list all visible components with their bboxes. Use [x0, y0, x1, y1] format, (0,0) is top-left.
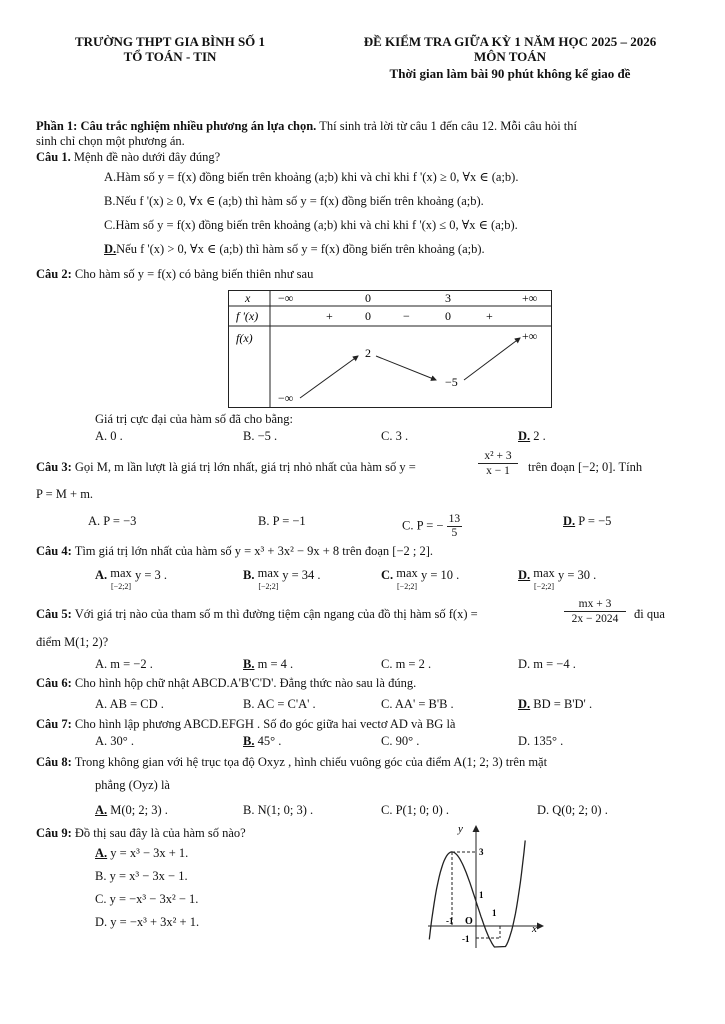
q7-option-c[interactable]: C. 90° . — [381, 734, 420, 748]
origin-label: O — [465, 916, 473, 927]
q8-option-a[interactable] — [95, 802, 168, 818]
f-neg-inf: −∞ — [278, 391, 294, 405]
q4-label: Câu 4: — [36, 544, 72, 558]
q3-option-d[interactable] — [563, 513, 611, 529]
row-f-label: f(x) — [236, 331, 253, 345]
q7-option-b[interactable] — [243, 733, 281, 749]
fp-sign-2: − — [403, 309, 410, 323]
exam-time: Thời gian làm bài 90 phút không kể giao đề — [389, 66, 631, 81]
q9-option-c[interactable]: C. y = −x³ − 3x² − 1. — [95, 892, 199, 906]
q4-option-b[interactable] — [243, 567, 321, 593]
row-fp-label: f '(x) — [236, 309, 259, 323]
q1-option-c[interactable]: C.Hàm số y = f(x) đồng biến trên khoảng (a;b) khi và chỉ khi f '(x) ≤ 0, ∀x ∈ (a;b). — [104, 218, 518, 232]
q3-c-text: C. P = − — [402, 518, 444, 533]
q3-frac-den: x − 1 — [486, 465, 510, 477]
q9-label: Câu 9: — [36, 826, 72, 840]
q3-d-key: D. — [563, 514, 576, 528]
q2-d-text: 2 . — [530, 429, 546, 443]
tick-neg1-label: -1 — [462, 934, 470, 944]
q5-text1: Với giá trị nào của tham số m thì đường tiệm cận ngang của đồ thị hàm số f(x) = — [74, 607, 478, 621]
q4-option-d[interactable] — [518, 567, 596, 593]
q5-label: Câu 5: — [36, 607, 72, 621]
row-x-label: x — [245, 291, 251, 305]
q9-stem — [36, 825, 246, 841]
q4-c-sub: [−2;2] — [397, 582, 418, 591]
q5-text3: điểm M(1; 2)? — [36, 635, 109, 649]
q1-d-key: D. — [104, 242, 117, 256]
q2-option-c[interactable]: C. 3 . — [381, 429, 409, 443]
q8-text2: phẳng (Oyz) là — [95, 778, 170, 792]
q4-c-max-word: max — [396, 566, 418, 580]
q5-frac-num: mx + 3 — [564, 597, 626, 612]
q4-option-a[interactable] — [95, 567, 167, 593]
tick-neg1x-label: -1 — [446, 916, 454, 926]
q1-text: Mệnh đề nào dưới đây đúng? — [73, 150, 221, 164]
part1-desc-cont: sinh chỉ chọn một phương án. — [36, 134, 185, 148]
q6-label: Câu 6: — [36, 676, 72, 690]
q2-text: Cho hàm số y = f(x) có bảng biến thiên như sau — [74, 267, 314, 281]
q5-frac-den: 2x − 2024 — [571, 613, 619, 625]
q6-d-key: D. — [518, 697, 531, 711]
q5-option-c[interactable]: C. m = 2 . — [381, 657, 432, 671]
q4-a-text: y = 3 . — [134, 568, 167, 582]
q6-d-text: BD = B'D' . — [530, 697, 593, 711]
fp-zero-1: 0 — [365, 309, 371, 323]
q3-label: Câu 3: — [36, 460, 72, 474]
fp-sign-1: + — [326, 309, 333, 323]
part1-desc: Thí sinh trả lời từ câu 1 đến câu 12. Mỗi câu hỏi thí — [319, 119, 577, 133]
q5-option-b[interactable] — [243, 656, 293, 672]
q9-text: Đồ thị sau đây là của hàm số nào? — [74, 826, 246, 840]
q7-text: Cho hình lập phương ABCD.EFGH . Số đo góc giữa hai vectơ AD và BG là — [74, 717, 456, 731]
q4-option-c[interactable] — [381, 567, 459, 593]
q9-option-d[interactable]: D. y = −x³ + 3x² + 1. — [95, 915, 200, 929]
q5-option-d[interactable]: D. m = −4 . — [518, 657, 576, 671]
school-name: TRƯỜNG THPT GIA BÌNH SỐ 1 — [74, 34, 266, 49]
q6-text: Cho hình hộp chữ nhật ABCD.A'B'C'D'. Đẳng thức nào sau là đúng. — [74, 676, 417, 690]
q1-option-d[interactable] — [104, 241, 485, 257]
q1-stem — [36, 149, 220, 165]
variation-table — [228, 290, 552, 408]
q8-a-key: A. — [95, 803, 108, 817]
q5-fraction — [564, 597, 626, 626]
q8-option-b[interactable]: B. N(1; 0; 3) . — [243, 803, 314, 817]
q3-option-a[interactable]: A. P = −3 — [88, 514, 137, 528]
q4-d-key: D. — [518, 568, 531, 582]
q4-a-max-word: max — [110, 566, 132, 580]
q7-b-key: B. — [243, 734, 255, 748]
q9-option-a[interactable] — [95, 845, 188, 861]
q4-d-max — [533, 567, 555, 593]
part1-title: Phần 1: Câu trắc nghiệm nhiều phương án lựa chọn. — [36, 119, 317, 133]
fp-zero-2: 0 — [445, 309, 451, 323]
part1-heading — [36, 118, 577, 134]
arrow-down — [376, 356, 436, 380]
department: TỔ TOÁN - TIN — [123, 49, 217, 64]
q9-option-b[interactable]: B. y = x³ − 3x − 1. — [95, 869, 188, 883]
q4-b-max-word: max — [257, 566, 280, 580]
q3-text3: P = M + m. — [36, 487, 94, 501]
tick-3-label: 3 — [479, 847, 484, 857]
q4-b-sub: [−2;2] — [258, 582, 279, 591]
q5-b-text: m = 4 . — [254, 657, 294, 671]
q6-option-d[interactable] — [518, 696, 592, 712]
q1-option-b[interactable]: B.Nếu f '(x) ≥ 0, ∀x ∈ (a;b) thì hàm số y = f(x) đồng biến trên khoảng (a;b). — [104, 194, 484, 208]
q3-c-num: 13 — [448, 513, 461, 525]
subject: MÔN TOÁN — [473, 49, 547, 64]
f-pos-inf: +∞ — [522, 329, 538, 343]
y-axis-label: y — [458, 823, 463, 835]
q8-option-c[interactable]: C. P(1; 0; 0) . — [381, 803, 450, 817]
q4-a-sub: [−2;2] — [111, 582, 132, 591]
arrow-up-1 — [300, 356, 358, 398]
q3-option-b[interactable]: B. P = −1 — [258, 514, 306, 528]
q1-option-a[interactable]: A.Hàm số y = f(x) đồng biến trên khoảng (a;b) khi và chỉ khi f '(x) ≥ 0, ∀x ∈ (a;b). — [104, 170, 519, 184]
cubic-graph — [418, 820, 548, 950]
q9-a-key: A. — [95, 846, 108, 860]
q3-text1: Gọi M, m lần lượt là giá trị lớn nhất, giá trị nhỏ nhất của hàm số y = — [74, 460, 416, 474]
q3-option-c[interactable] — [402, 513, 462, 540]
q8-option-d[interactable]: D. Q(0; 2; 0) . — [537, 803, 608, 817]
q4-b-key: B. — [243, 568, 255, 582]
q5-b-key: B. — [243, 657, 255, 671]
q4-b-max — [258, 567, 280, 593]
q8-label: Câu 8: — [36, 755, 72, 769]
q1-d-text: Nếu f '(x) > 0, ∀x ∈ (a;b) thì hàm số y = f(x) đồng biến trên khoảng (a;b). — [116, 242, 485, 256]
cubic-curve — [429, 840, 525, 947]
q4-d-text: y = 30 . — [557, 568, 597, 582]
f-min-neg5: −5 — [445, 375, 458, 389]
q7-label: Câu 7: — [36, 717, 72, 731]
q7-stem — [36, 716, 455, 732]
q3-frac-num: x² + 3 — [478, 449, 518, 464]
q2-d-key: D. — [518, 429, 531, 443]
q8-text1: Trong không gian với hệ trục tọa độ Oxyz , hình chiếu vuông góc của điểm A(1; 2; 3) trên mặt — [74, 755, 548, 769]
q4-stem — [36, 543, 433, 559]
q2-stem — [36, 266, 313, 282]
tick-1-label: 1 — [479, 890, 484, 900]
f-max-2: 2 — [365, 346, 371, 360]
q5-text2: đi qua — [634, 607, 665, 621]
q4-a-key: A. — [95, 568, 108, 582]
table-border — [229, 291, 552, 408]
q4-a-max — [110, 567, 132, 593]
q7-option-d[interactable]: D. 135° . — [518, 734, 564, 748]
q4-d-sub: [−2;2] — [534, 582, 555, 591]
q3-c-den: 5 — [451, 527, 458, 539]
q2-label: Câu 2: — [36, 267, 72, 281]
q6-option-b[interactable]: B. AC = C'A' . — [243, 697, 316, 711]
q8-stem — [36, 754, 547, 770]
q6-stem — [36, 675, 416, 691]
q6-option-c[interactable]: C. AA' = B'B . — [381, 697, 454, 711]
x-neg-inf: −∞ — [278, 291, 294, 305]
q1-label: Câu 1. — [36, 150, 71, 164]
q4-c-max — [396, 567, 418, 593]
q2-question: Giá trị cực đại của hàm số đã cho bằng: — [95, 412, 294, 426]
q5-stem — [36, 606, 478, 622]
q4-text: Tìm giá trị lớn nhất của hàm số y = x³ + 3x² − 9x + 8 trên đoạn [−2 ; 2]. — [74, 544, 434, 558]
q7-b-text: 45° . — [254, 734, 282, 748]
x-zero: 0 — [365, 291, 371, 305]
q4-d-max-word: max — [533, 566, 555, 580]
fp-sign-3: + — [486, 309, 493, 323]
tick-1x-label: 1 — [492, 908, 497, 918]
x-pos-inf: +∞ — [522, 291, 538, 305]
q7-option-a[interactable]: A. 30° . — [95, 734, 135, 748]
q3-c-fraction — [447, 513, 463, 540]
x-three: 3 — [445, 291, 451, 305]
q3-text2: trên đoạn [−2; 0]. Tính — [528, 460, 643, 474]
q3-d-text: P = −5 — [575, 514, 612, 528]
q4-c-key: C. — [381, 568, 394, 582]
q4-b-text: y = 34 . — [282, 568, 321, 582]
q5-option-a[interactable]: A. m = −2 . — [95, 657, 153, 671]
exam-title: ĐỀ KIỂM TRA GIỮA KỲ 1 NĂM HỌC 2025 – 2026 — [363, 34, 657, 49]
q3-fraction — [478, 449, 518, 478]
q9-a-text: y = x³ − 3x + 1. — [107, 846, 189, 860]
q2-option-b[interactable]: B. −5 . — [243, 429, 278, 443]
q2-option-d[interactable] — [518, 428, 546, 444]
q4-c-text: y = 10 . — [420, 568, 460, 582]
q2-option-a[interactable]: A. 0 . — [95, 429, 123, 443]
x-axis-label: x — [532, 923, 537, 935]
arrow-up-2 — [464, 338, 520, 380]
q6-option-a[interactable]: A. AB = CD . — [95, 697, 164, 711]
q3-stem — [36, 459, 416, 475]
q8-a-text: M(0; 2; 3) . — [107, 803, 168, 817]
